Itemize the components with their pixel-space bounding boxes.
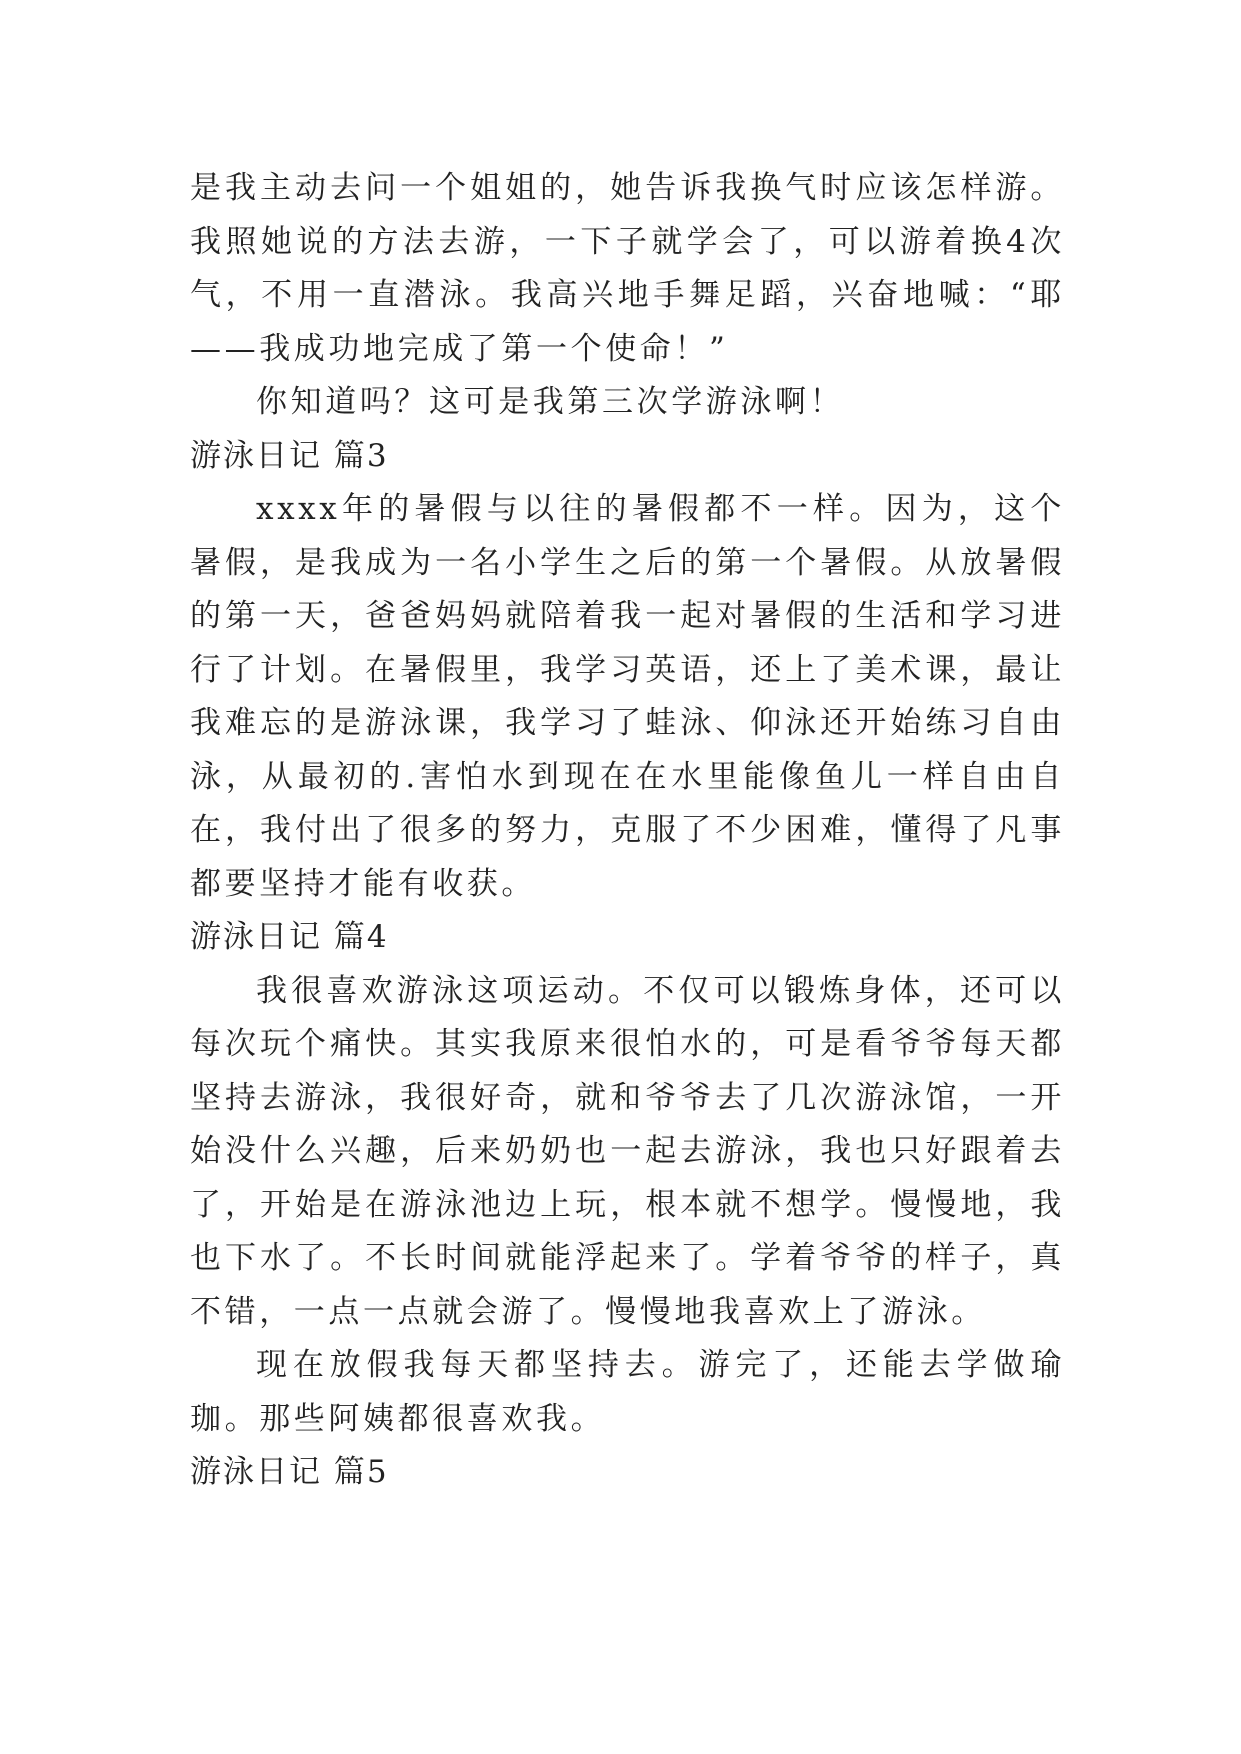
section-heading-4: 游泳日记 篇4 — [190, 919, 389, 955]
paragraph-continuation: 是我主动去问一个姐姐的，她告诉我换气时应该怎样游。我照她说的方法去游，一下子就学会了，可以游着换4次气，不用一直潜泳。我高兴地手舞足蹈，兴奋地喊：“耶——我成功地完成了第一个使命！” — [190, 170, 1065, 367]
paragraph-every-day: 现在放假我每天都坚持去。游完了，还能去学做瑜珈。那些阿姨都很喜欢我。 — [190, 1347, 1065, 1437]
paragraph-like-swimming: 我很喜欢游泳这项运动。不仅可以锻炼身体，还可以每次玩个痛快。其实我原来很怕水的，可是看爷爷每天都坚持去游泳，我很好奇，就和爷爷去了几次游泳馆，一开始没什么兴趣，后来奶奶也一起去游泳，我也只好跟着去了，开始是在游泳池边上玩，根本就不想学。慢慢地，我也下水了。不长时间就能浮起来了。学着爷爷的样子，真不错，一点一点就会游了。慢慢地我喜欢上了游泳。 — [190, 972, 1065, 1330]
paragraph-summer-vacation: xxxx年的暑假与以往的暑假都不一样。因为，这个暑假，是我成为一名小学生之后的第一个暑假。从放暑假的第一天，爸爸妈妈就陪着我一起对暑假的生活和学习进行了计划。在暑假里，我学习英语，还上了美术课，最让我难忘的是游泳课，我学习了蛙泳、仰泳还开始练习自由泳，从最初的.害怕水到现在在水里能像鱼儿一样自由自在，我付出了很多的努力，克服了不少困难，懂得了凡事都要坚持才能有收获。 — [190, 491, 1065, 902]
paragraph-question: 你知道吗？这可是我第三次学游泳啊！ — [256, 384, 845, 420]
section-heading-3: 游泳日记 篇3 — [190, 437, 389, 474]
section-heading-5: 游泳日记 篇5 — [190, 1454, 389, 1490]
document-body — [190, 162, 1065, 1500]
